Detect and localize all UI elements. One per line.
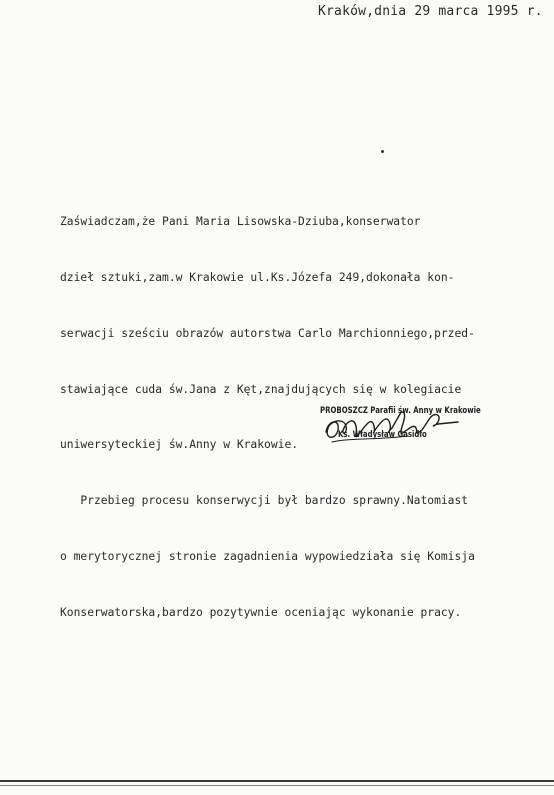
body-line: Konserwatorska,bardzo pozytywnie oceniając wykonanie pracy. [60, 605, 462, 619]
body-line: serwacji sześciu obrazów autorstwa Carlo Marchionniego,przed- [60, 326, 475, 340]
signature-stamp-block [318, 406, 498, 466]
body-line: Zaświadczam,że Pani Maria Lisowska-Dziuba,konserwator [60, 215, 421, 229]
bottom-edge-line-secondary [0, 785, 554, 786]
body-line: Przebieg procesu konserwycji był bardzo sprawny.Natomiast [60, 494, 469, 508]
body-line: uniwersyteckiej św.Anny w Krakowie. [60, 438, 299, 452]
stamp-name: Ks. Władysław Gasidło [338, 430, 427, 440]
ink-dot [381, 150, 384, 153]
body-line: stawiające cuda św.Jana z Kęt,znajdujących się w kolegiacie [60, 382, 462, 396]
handwritten-signature [318, 406, 498, 466]
stamp-title: PROBOSZCZ Parafii św. Anny w Krakowie [320, 406, 481, 416]
body-line: o merytorycznej stronie zagadnienia wypowiedziała się Komisja [60, 549, 475, 563]
body-line: dzieł sztuki,zam.w Krakowie ul.Ks.Józefa 249,dokonała kon- [60, 270, 455, 284]
date-line: Kraków,dnia 29 marca 1995 r. [318, 4, 543, 19]
bottom-edge-line [0, 780, 554, 782]
